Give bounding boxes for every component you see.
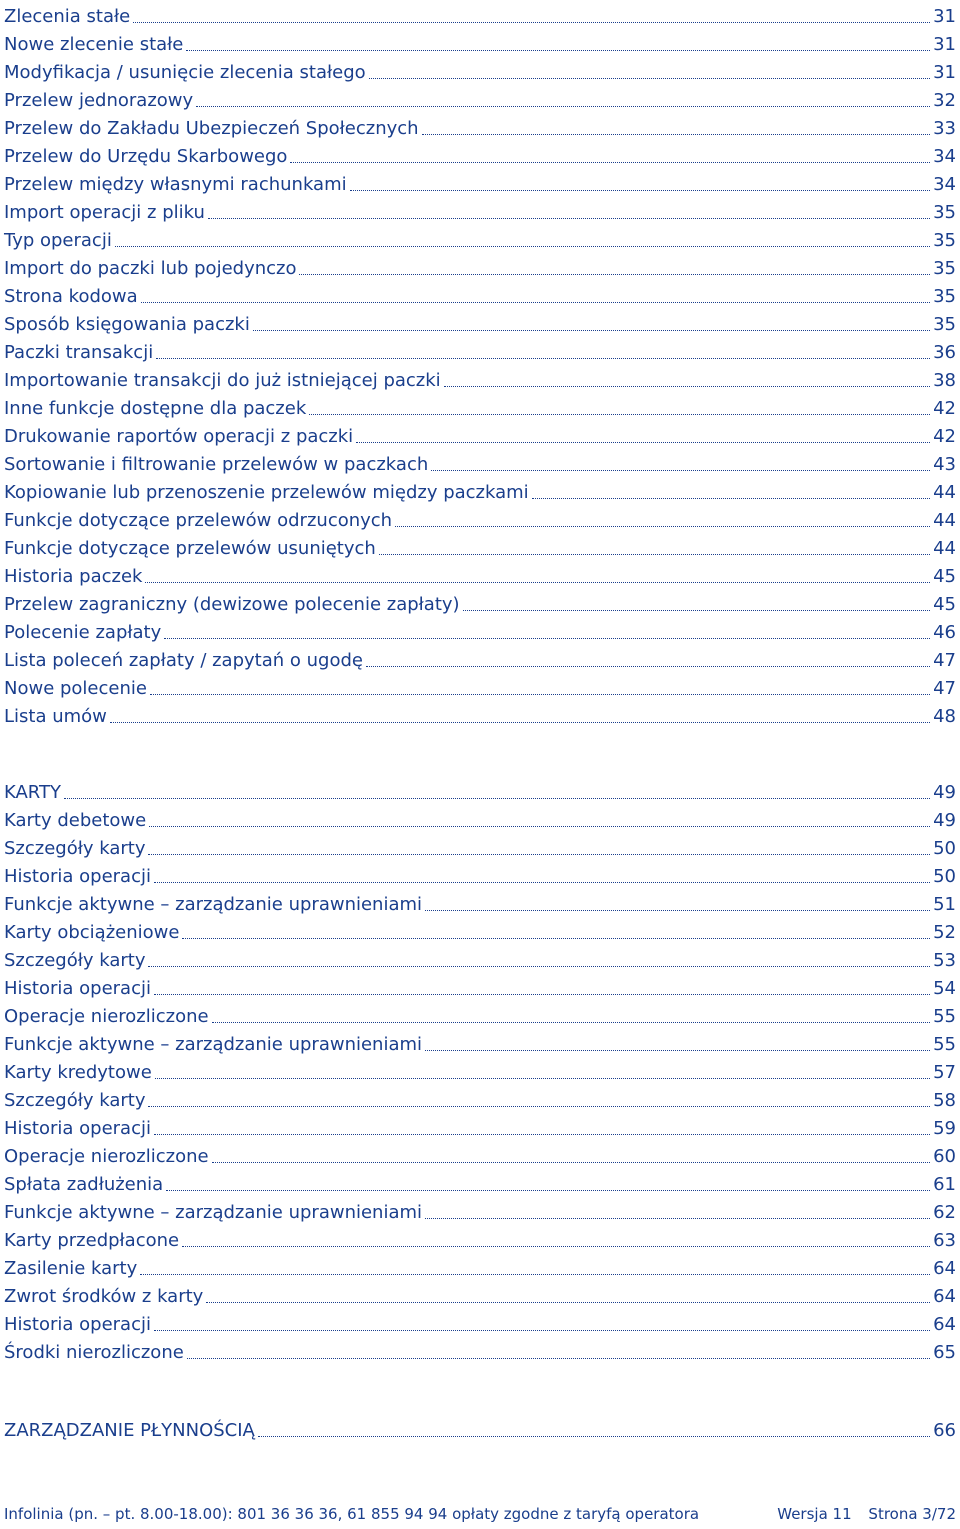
toc-entry-label: Nowe zlecenie stałe: [4, 34, 184, 55]
toc-entry-page: 50: [933, 866, 956, 887]
toc-entry-page: 45: [933, 594, 956, 615]
toc-entry[interactable]: [4, 644, 956, 672]
toc-entry[interactable]: [4, 448, 956, 476]
dot-leader: [156, 357, 930, 359]
toc-entry[interactable]: [4, 560, 956, 588]
dot-leader: [148, 1105, 930, 1107]
dot-leader: [422, 133, 931, 135]
toc-entry-label: Lista umów: [4, 706, 107, 727]
toc-entry[interactable]: [4, 1280, 956, 1308]
dot-leader: [350, 189, 930, 191]
toc-entry[interactable]: [4, 1414, 956, 1442]
toc-entry[interactable]: [4, 1196, 956, 1224]
toc-entry-page: 35: [933, 258, 956, 279]
toc-entry-label: Typ operacji: [4, 230, 112, 251]
dot-leader: [532, 497, 930, 499]
toc-entry[interactable]: [4, 672, 956, 700]
toc-entry[interactable]: [4, 28, 956, 56]
toc-entry[interactable]: [4, 308, 956, 336]
toc-entry-label: Kopiowanie lub przenoszenie przelewów między paczkami: [4, 482, 529, 503]
toc-entry-label: Środki nierozliczone: [4, 1342, 184, 1363]
toc-entry-label: Importowanie transakcji do już istniejącej paczki: [4, 370, 441, 391]
toc-entry-page: 46: [933, 622, 956, 643]
dot-leader: [164, 637, 930, 639]
toc-entry-page: 60: [933, 1146, 956, 1167]
toc-entry-page: 42: [933, 426, 956, 447]
toc-entry-label: Zlecenia stałe: [4, 6, 131, 27]
toc-entry-label: Operacje nierozliczone: [4, 1006, 209, 1027]
dot-leader: [290, 161, 930, 163]
toc-entry[interactable]: [4, 1336, 956, 1364]
toc-entry[interactable]: [4, 476, 956, 504]
dot-leader: [115, 245, 930, 247]
toc-entry-label: Strona kodowa: [4, 286, 138, 307]
toc-entry[interactable]: [4, 1028, 956, 1056]
toc-entry-page: 50: [933, 838, 956, 859]
toc-entry[interactable]: [4, 1112, 956, 1140]
toc-entry[interactable]: [4, 944, 956, 972]
toc-entry-page: 64: [933, 1258, 956, 1279]
toc-entry-label: Drukowanie raportów operacji z paczki: [4, 426, 354, 447]
dot-leader: [299, 273, 930, 275]
toc-entry-page: 35: [933, 230, 956, 251]
toc-entry[interactable]: [4, 1084, 956, 1112]
toc-entry-page: 52: [933, 922, 956, 943]
dot-leader: [356, 441, 930, 443]
dot-leader: [154, 881, 930, 883]
toc-entry[interactable]: [4, 196, 956, 224]
toc-entry-label: Funkcje aktywne – zarządzanie uprawnieniami: [4, 1034, 423, 1055]
dot-leader: [395, 525, 930, 527]
toc-entry[interactable]: [4, 616, 956, 644]
toc-entry-page: 44: [933, 482, 956, 503]
toc-entry[interactable]: [4, 84, 956, 112]
toc-entry-label: Zwrot środków z karty: [4, 1286, 204, 1307]
toc-entry-page: 35: [933, 314, 956, 335]
toc-entry[interactable]: [4, 1140, 956, 1168]
toc-entry-label: KARTY: [4, 782, 61, 803]
dot-leader: [309, 413, 930, 415]
toc-entry-page: 61: [933, 1174, 956, 1195]
toc-entry[interactable]: [4, 916, 956, 944]
hotline-info: Infolinia (pn. – pt. 8.00-18.00): 801 36 36 36, 61 855 94 94 opłaty zgodne z taryfą operatora: [4, 1505, 700, 1523]
toc-entry-page: 47: [933, 650, 956, 671]
toc-entry-page: 36: [933, 342, 956, 363]
toc-entry[interactable]: [4, 168, 956, 196]
toc-entry[interactable]: [4, 112, 956, 140]
dot-leader: [154, 993, 930, 995]
dot-leader: [186, 49, 930, 51]
toc-entry-page: 54: [933, 978, 956, 999]
dot-leader: [155, 1077, 930, 1079]
dot-leader: [166, 1189, 930, 1191]
toc-entry-page: 45: [933, 566, 956, 587]
toc-entry[interactable]: [4, 224, 956, 252]
toc-entry-page: 65: [933, 1342, 956, 1363]
toc-entry[interactable]: [4, 532, 956, 560]
toc-entry-label: Sposób księgowania paczki: [4, 314, 250, 335]
toc-entry-label: Szczegóły karty: [4, 838, 146, 859]
toc-entry-label: Przelew zagraniczny (dewizowe polecenie zapłaty): [4, 594, 460, 615]
toc-entry-page: 49: [933, 810, 956, 831]
dot-leader: [154, 1329, 930, 1331]
toc-entry[interactable]: [4, 140, 956, 168]
dot-leader: [425, 1217, 930, 1219]
dot-leader: [148, 965, 930, 967]
toc-entry-page: 49: [933, 782, 956, 803]
toc-entry-label: Historia paczek: [4, 566, 143, 587]
toc-entry-label: Funkcje aktywne – zarządzanie uprawnieniami: [4, 1202, 423, 1223]
toc-entry-label: Funkcje dotyczące przelewów odrzuconych: [4, 510, 393, 531]
dot-leader: [431, 469, 930, 471]
toc-entry-label: Import operacji z pliku: [4, 202, 205, 223]
toc-entry-page: 38: [933, 370, 956, 391]
dot-leader: [182, 937, 930, 939]
toc-entry-page: 34: [933, 174, 956, 195]
dot-leader: [206, 1301, 930, 1303]
dot-leader: [133, 21, 930, 23]
toc-entry-page: 55: [933, 1006, 956, 1027]
dot-leader: [187, 1357, 930, 1359]
dot-leader: [369, 77, 930, 79]
dot-leader: [154, 1133, 930, 1135]
toc-entry-page: 51: [933, 894, 956, 915]
toc-entry-label: Sortowanie i filtrowanie przelewów w paczkach: [4, 454, 429, 475]
toc-entry-label: ZARZĄDZANIE PŁYNNOŚCIĄ: [4, 1420, 255, 1441]
dot-leader: [208, 217, 930, 219]
toc-entry-label: Szczegóły karty: [4, 1090, 146, 1111]
toc-entry-page: 42: [933, 398, 956, 419]
toc-entry-label: Historia operacji: [4, 1314, 151, 1335]
toc-entry-label: Funkcje dotyczące przelewów usuniętych: [4, 538, 376, 559]
toc-entry-label: Historia operacji: [4, 978, 151, 999]
toc-entry-label: Przelew jednorazowy: [4, 90, 194, 111]
toc-entry-page: 64: [933, 1314, 956, 1335]
toc-entry[interactable]: [4, 0, 956, 28]
toc-entry-label: Inne funkcje dostępne dla paczek: [4, 398, 307, 419]
toc-entry[interactable]: [4, 888, 956, 916]
toc-entry-label: Paczki transakcji: [4, 342, 154, 363]
toc-entry[interactable]: [4, 392, 956, 420]
toc-entry-page: 62: [933, 1202, 956, 1223]
dot-leader: [149, 825, 930, 827]
toc-entry-page: 34: [933, 146, 956, 167]
toc-entry-label: Polecenie zapłaty: [4, 622, 162, 643]
toc-entry-page: 47: [933, 678, 956, 699]
toc-entry[interactable]: [4, 1168, 956, 1196]
toc-entry[interactable]: [4, 972, 956, 1000]
version-label: Wersja 11: [777, 1505, 852, 1523]
toc-entry-page: 43: [933, 454, 956, 475]
dot-leader: [64, 797, 930, 799]
dot-leader: [145, 581, 930, 583]
toc-entry-page: 59: [933, 1118, 956, 1139]
toc-entry-page: 55: [933, 1034, 956, 1055]
toc-entry-label: Funkcje aktywne – zarządzanie uprawnieniami: [4, 894, 423, 915]
toc-entry-page: 44: [933, 510, 956, 531]
dot-leader: [425, 909, 930, 911]
toc-entry-label: Przelew do Urzędu Skarbowego: [4, 146, 288, 167]
toc-entry[interactable]: [4, 364, 956, 392]
toc-entry[interactable]: [4, 776, 956, 804]
toc-entry-label: Zasilenie karty: [4, 1258, 138, 1279]
toc-entry[interactable]: [4, 336, 956, 364]
dot-leader: [182, 1245, 930, 1247]
toc-entry-label: Karty debetowe: [4, 810, 147, 831]
toc-entry[interactable]: [4, 420, 956, 448]
toc-entry-page: 57: [933, 1062, 956, 1083]
toc-entry[interactable]: [4, 280, 956, 308]
toc-entry-label: Przelew do Zakładu Ubezpieczeń Społecznych: [4, 118, 419, 139]
dot-leader: [141, 301, 930, 303]
toc-entry-page: 64: [933, 1286, 956, 1307]
toc-entry-label: Historia operacji: [4, 866, 151, 887]
toc-entry-label: Karty przedpłacone: [4, 1230, 180, 1251]
toc-entry[interactable]: [4, 804, 956, 832]
toc-entry[interactable]: [4, 1308, 956, 1336]
toc-entry-page: 58: [933, 1090, 956, 1111]
toc-entry-label: Lista poleceń zapłaty / zapytań o ugodę: [4, 650, 363, 671]
dot-leader: [463, 609, 931, 611]
toc-entry[interactable]: [4, 56, 956, 84]
dot-leader: [425, 1049, 930, 1051]
toc-entry-label: Karty kredytowe: [4, 1062, 152, 1083]
toc-entry-page: 33: [933, 118, 956, 139]
dot-leader: [196, 105, 930, 107]
toc-entry[interactable]: [4, 700, 956, 728]
toc-entry[interactable]: [4, 504, 956, 532]
toc-entry[interactable]: [4, 1056, 956, 1084]
toc-entry-page: 35: [933, 202, 956, 223]
toc-entry-label: Historia operacji: [4, 1118, 151, 1139]
toc-entry-label: Szczegóły karty: [4, 950, 146, 971]
toc-entry-label: Modyfikacja / usunięcie zlecenia stałego: [4, 62, 366, 83]
dot-leader: [212, 1161, 931, 1163]
toc-entry-page: 31: [933, 62, 956, 83]
toc-entry[interactable]: [4, 1252, 956, 1280]
toc-entry-label: Nowe polecenie: [4, 678, 147, 699]
dot-leader: [140, 1273, 930, 1275]
footer-right: [765, 1505, 956, 1523]
dot-leader: [148, 853, 930, 855]
toc-entry-page: 53: [933, 950, 956, 971]
toc-entry-page: 44: [933, 538, 956, 559]
toc-entry-page: 66: [933, 1420, 956, 1441]
toc-entry[interactable]: [4, 1000, 956, 1028]
toc-entry-page: 63: [933, 1230, 956, 1251]
toc-entry-label: Karty obciążeniowe: [4, 922, 180, 943]
toc-entry-label: Przelew między własnymi rachunkami: [4, 174, 347, 195]
page-number: Strona 3/72: [868, 1505, 956, 1523]
toc-entry-page: 35: [933, 286, 956, 307]
dot-leader: [212, 1021, 931, 1023]
toc-entry-label: Spłata zadłużenia: [4, 1174, 164, 1195]
toc-entry[interactable]: [4, 588, 956, 616]
toc-entry-page: 48: [933, 706, 956, 727]
toc-entry[interactable]: [4, 1224, 956, 1252]
dot-leader: [110, 721, 930, 723]
toc-entry[interactable]: [4, 860, 956, 888]
toc-entry-label: Import do paczki lub pojedynczo: [4, 258, 297, 279]
toc-entry[interactable]: [4, 832, 956, 860]
toc-entry[interactable]: [4, 252, 956, 280]
toc-entry-page: 31: [933, 6, 956, 27]
dot-leader: [379, 553, 930, 555]
dot-leader: [366, 665, 930, 667]
dot-leader: [253, 329, 930, 331]
dot-leader: [150, 693, 930, 695]
dot-leader: [444, 385, 930, 387]
toc-entry-label: Operacje nierozliczone: [4, 1146, 209, 1167]
toc-entry-page: 32: [933, 90, 956, 111]
toc-entry-page: 31: [933, 34, 956, 55]
dot-leader: [258, 1435, 930, 1437]
page-footer: [4, 1502, 956, 1526]
